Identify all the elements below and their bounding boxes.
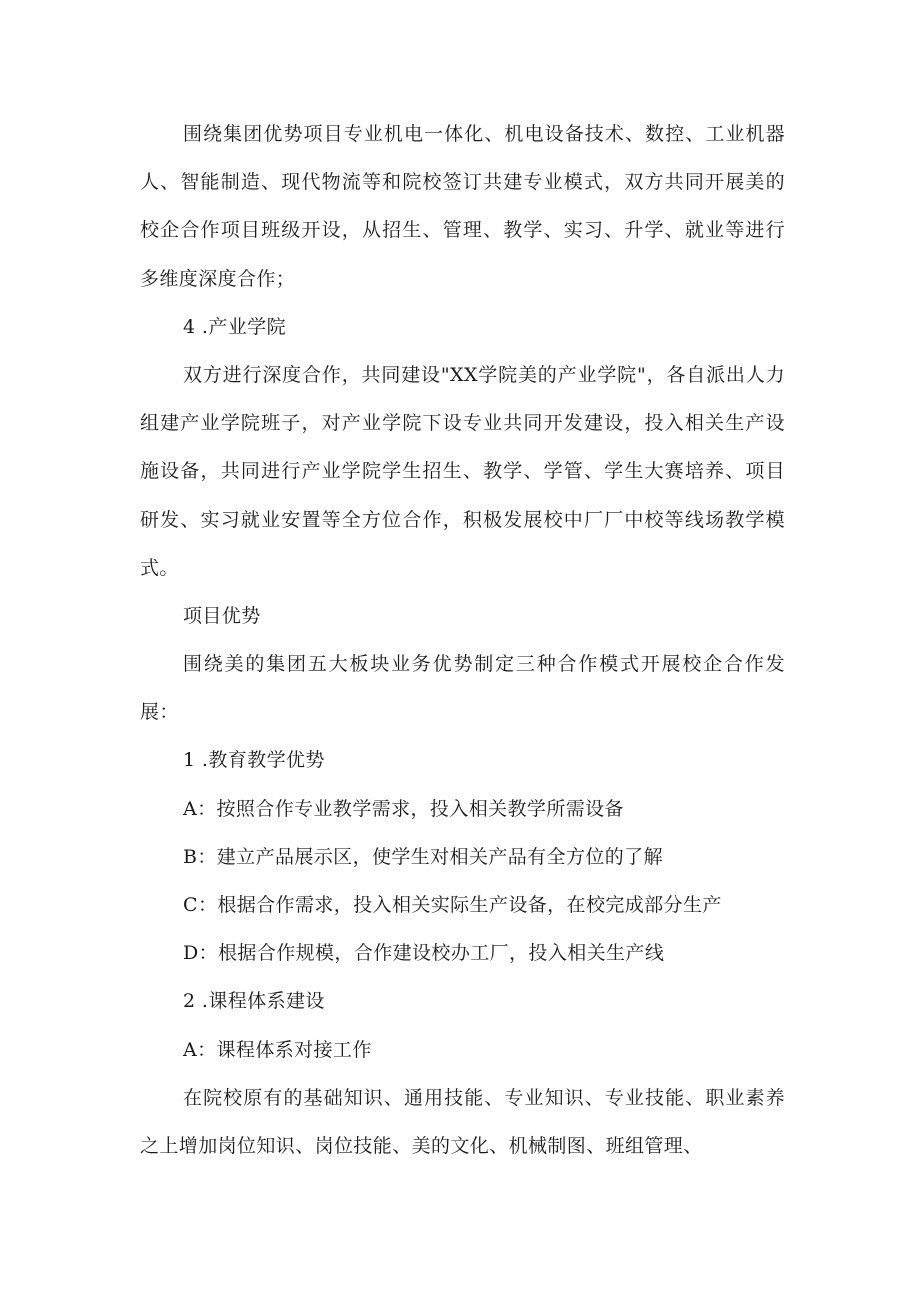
paragraph-line: 组建产业学院班子，对产业学院下设专业共同开发建设，投入相关生产设 — [140, 412, 785, 435]
paragraph-line: 多维度深度合作； — [140, 267, 296, 290]
paragraph-line: 研发、实习就业安置等全方位合作，积极发展校中厂厂中校等线场教学模 — [140, 508, 785, 531]
paragraph-line: 双方进行深度合作，共同建设"XX学院美的产业学院"，各自派出人力 — [183, 363, 785, 386]
paragraph-line: 人、智能制造、现代物流等和院校签订共建专业模式，双方共同开展美的 — [140, 171, 785, 194]
paragraph-line: 施设备，共同进行产业学院学生招生、教学、学管、学生大赛培养、项目 — [140, 460, 785, 483]
paragraph-line: 之上增加岗位知识、岗位技能、美的文化、机械制图、班组管理、 — [140, 1134, 703, 1157]
list-item: B：建立产品展示区，使学生对相关产品有全方位的了解 — [183, 845, 663, 868]
list-item: D：根据合作规模，合作建设校办工厂，投入相关生产线 — [183, 942, 665, 965]
section-heading: 1 .教育教学优势 — [183, 749, 325, 772]
paragraph-line: 式。 — [140, 556, 179, 579]
list-item: C：根据合作需求，投入相关实际生产设备，在校完成部分生产 — [183, 894, 722, 916]
section-heading: 4 .产业学院 — [183, 315, 286, 338]
paragraph-line: 展： — [140, 701, 179, 724]
section-heading: 2 .课程体系建设 — [183, 990, 325, 1013]
paragraph-line: 围绕集团优势项目专业机电一体化、机电设备技术、数控、工业机器 — [183, 123, 785, 145]
paragraph-line: 校企合作项目班级开设，从招生、管理、教学、实习、升学、就业等进行 — [140, 219, 785, 242]
list-item: A：课程体系对接工作 — [183, 1038, 372, 1061]
paragraph-line: 在院校原有的基础知识、通用技能、专业知识、专业技能、职业素养 — [183, 1086, 785, 1109]
paragraph-line: 围绕美的集团五大板块业务优势制定三种合作模式开展校企合作发 — [183, 653, 785, 676]
list-item: A：按照合作专业教学需求，投入相关教学所需设备 — [183, 797, 624, 820]
section-heading: 项目优势 — [183, 604, 261, 627]
document-page — [140, 110, 785, 1170]
